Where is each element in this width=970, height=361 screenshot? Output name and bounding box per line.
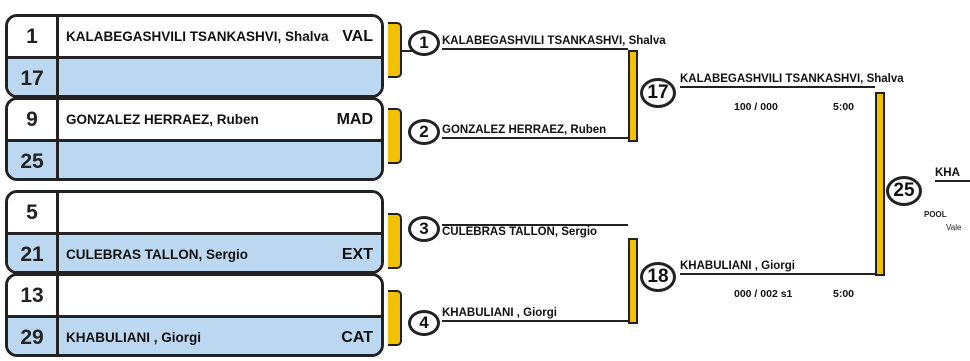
competitor-name: GONZALEZ HERRAEZ, Ruben: [66, 112, 259, 127]
bracket-connector: [628, 238, 638, 324]
match-score: 000 / 002 s1: [734, 288, 793, 300]
winner-name: KHABULIANI , Giorgi: [680, 260, 875, 275]
competitor-row[interactable]: [8, 59, 381, 98]
competitor-name: KALABEGASHVILI TSANKASHVI, Shalva: [66, 29, 329, 44]
club-code: MAD: [336, 110, 373, 128]
club-code: VAL: [342, 27, 373, 45]
seed-number: 13: [8, 276, 59, 315]
winner-name: KALABEGASHVILI TSANKASHVI, Shalva: [442, 35, 628, 50]
pool-sub-label: Vale: [946, 223, 962, 232]
winner-name: KHA: [935, 167, 970, 182]
pool-card-2: [5, 97, 384, 181]
match-number-badge[interactable]: 17: [640, 78, 676, 108]
seed-number: 5: [8, 193, 59, 232]
competitor-row[interactable]: [8, 276, 381, 318]
match-time: 5:00: [833, 288, 855, 300]
seed-number: 1: [8, 17, 59, 56]
competitor-name: KHABULIANI , Giorgi: [66, 330, 201, 345]
pool-card-1: [5, 14, 384, 98]
competitor-row[interactable]: [8, 142, 381, 181]
winner-name: GONZALEZ HERRAEZ, Ruben: [442, 124, 628, 139]
competitor-row[interactable]: [8, 193, 381, 235]
match-number-badge[interactable]: 4: [408, 310, 440, 336]
competitor-row[interactable]: [8, 318, 381, 357]
connector-tab: [388, 290, 402, 346]
match-number-badge[interactable]: 25: [886, 176, 922, 206]
bracket-connector: [628, 50, 638, 142]
winner-name: KHABULIANI , Giorgi: [442, 307, 628, 322]
match-score: 100 / 000: [734, 101, 778, 113]
seed-number: 25: [8, 142, 59, 181]
match-number-badge[interactable]: 2: [408, 119, 440, 145]
seed-number: 21: [8, 235, 59, 274]
seed-number: 17: [8, 59, 59, 98]
match-time: 5:00: [833, 101, 855, 113]
winner-name: CULEBRAS TALLON, Sergio: [442, 224, 628, 239]
match-number-badge[interactable]: 18: [640, 262, 676, 292]
club-code: CAT: [341, 328, 373, 346]
connector-tab: [388, 213, 402, 269]
competitor-name: CULEBRAS TALLON, Sergio: [66, 247, 248, 262]
match-number-badge[interactable]: 3: [408, 216, 440, 242]
competitor-row[interactable]: [8, 100, 381, 142]
connector-tab: [388, 108, 402, 164]
pool-card-4: [5, 273, 384, 357]
seed-number: 9: [8, 100, 59, 139]
winner-name: KALABEGASHVILI TSANKASHVI, Shalva: [680, 73, 875, 88]
competitor-row[interactable]: [8, 17, 381, 59]
connector-tab: [388, 22, 402, 78]
club-code: EXT: [341, 245, 373, 263]
pool-label: POOL: [924, 210, 947, 219]
pool-card-3: [5, 190, 384, 274]
match-number-badge[interactable]: 1: [408, 30, 440, 56]
bracket-connector: [875, 92, 885, 276]
competitor-row[interactable]: [8, 235, 381, 274]
seed-number: 29: [8, 318, 59, 357]
